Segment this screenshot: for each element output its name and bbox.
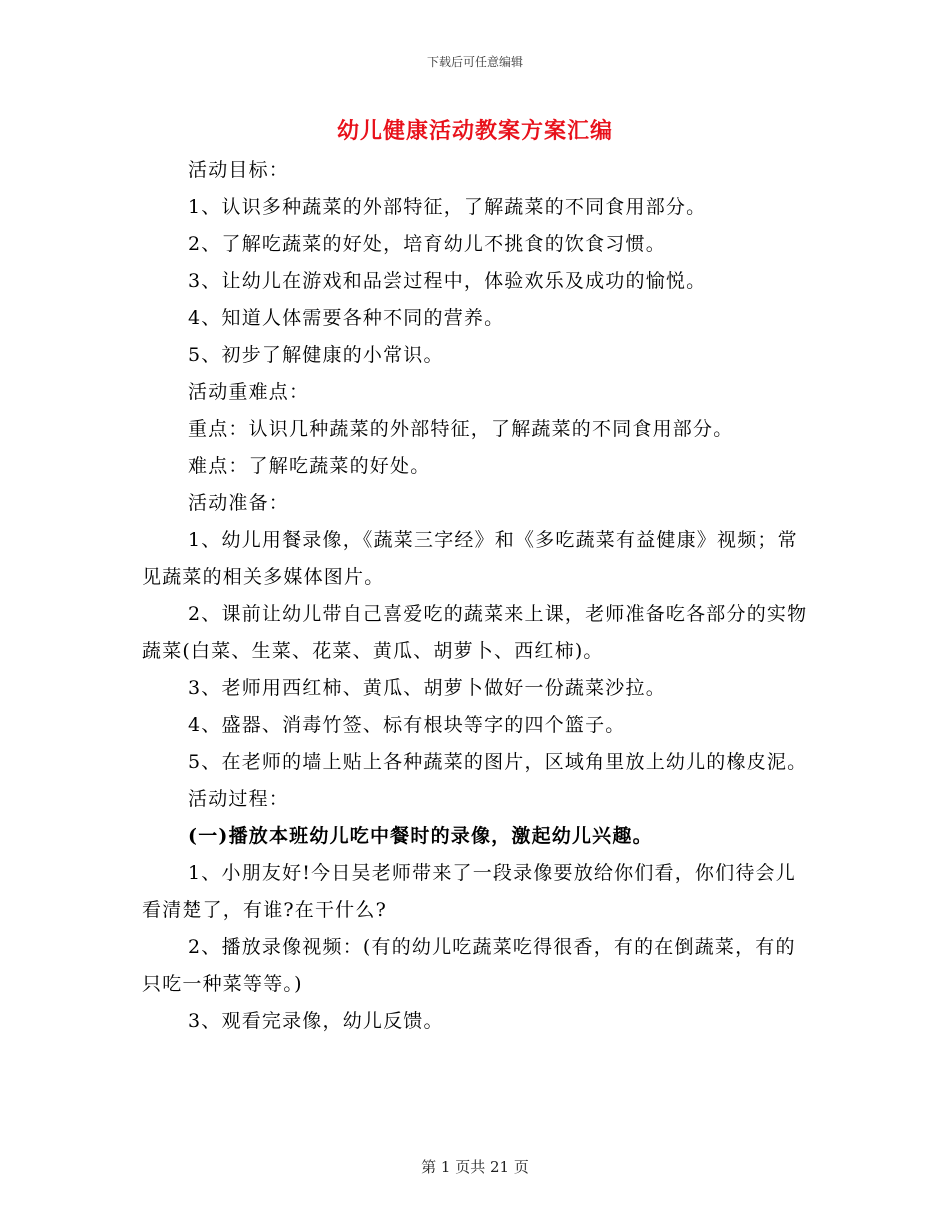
document-title: 幼儿健康活动教案方案汇编 xyxy=(336,118,613,144)
paragraph: 活动过程： xyxy=(188,788,290,810)
paragraph: 活动重难点： xyxy=(188,381,310,403)
paragraph: 3、观看完录像，幼儿反馈。 xyxy=(188,1010,444,1032)
paragraph: 重点：认识几种蔬菜的外部特征，了解蔬菜的不同食用部分。 xyxy=(188,418,734,440)
paragraph: 3、让幼儿在游戏和品尝过程中，体验欢乐及成功的愉悦。 xyxy=(188,270,707,292)
paragraph: 3、老师用西红柿、黄瓜、胡萝卜做好一份蔬菜沙拉。 xyxy=(188,677,666,699)
document-body xyxy=(142,152,812,1040)
paragraph: 2、课前让幼儿带自己喜爱吃的蔬菜来上课，老师准备吃各部分的实物蔬菜(白菜、生菜、花菜、黄瓜、胡萝卜、西红柿)。 xyxy=(142,603,808,662)
paragraph: 5、初步了解健康的小常识。 xyxy=(188,344,444,366)
paragraph: 活动准备： xyxy=(188,492,290,514)
paragraph: 难点：了解吃蔬菜的好处。 xyxy=(188,455,431,477)
section-heading: (一)播放本班幼儿吃中餐时的录像，激起幼儿兴趣。 xyxy=(188,825,653,847)
header-note: 下载后可任意编辑 xyxy=(426,55,523,69)
paragraph: 5、在老师的墙上贴上各种蔬菜的图片，区域角里放上幼儿的橡皮泥。 xyxy=(188,751,808,773)
page-number: 第 1 页共 21 页 xyxy=(421,1158,529,1176)
paragraph: 1、认识多种蔬菜的外部特征，了解蔬菜的不同食用部分。 xyxy=(188,196,707,218)
paragraph: 2、播放录像视频：(有的幼儿吃蔬菜吃得很香，有的在倒蔬菜，有的只吃一种菜等等。) xyxy=(142,936,796,995)
paragraph: 2、了解吃蔬菜的好处，培育幼儿不挑食的饮食习惯。 xyxy=(188,233,666,255)
paragraph: 1、幼儿用餐录像，《蔬菜三字经》和《多吃蔬菜有益健康》视频；常见蔬菜的相关多媒体图片。 xyxy=(142,529,798,588)
paragraph: 4、知道人体需要各种不同的营养。 xyxy=(188,307,505,329)
paragraph: 4、盛器、消毒竹签、标有根块等字的四个篮子。 xyxy=(188,714,626,736)
paragraph: 活动目标： xyxy=(188,159,290,181)
paragraph: 1、小朋友好!今日吴老师带来了一段录像要放给你们看，你们待会儿看清楚了，有谁?在干什么? xyxy=(142,862,796,921)
